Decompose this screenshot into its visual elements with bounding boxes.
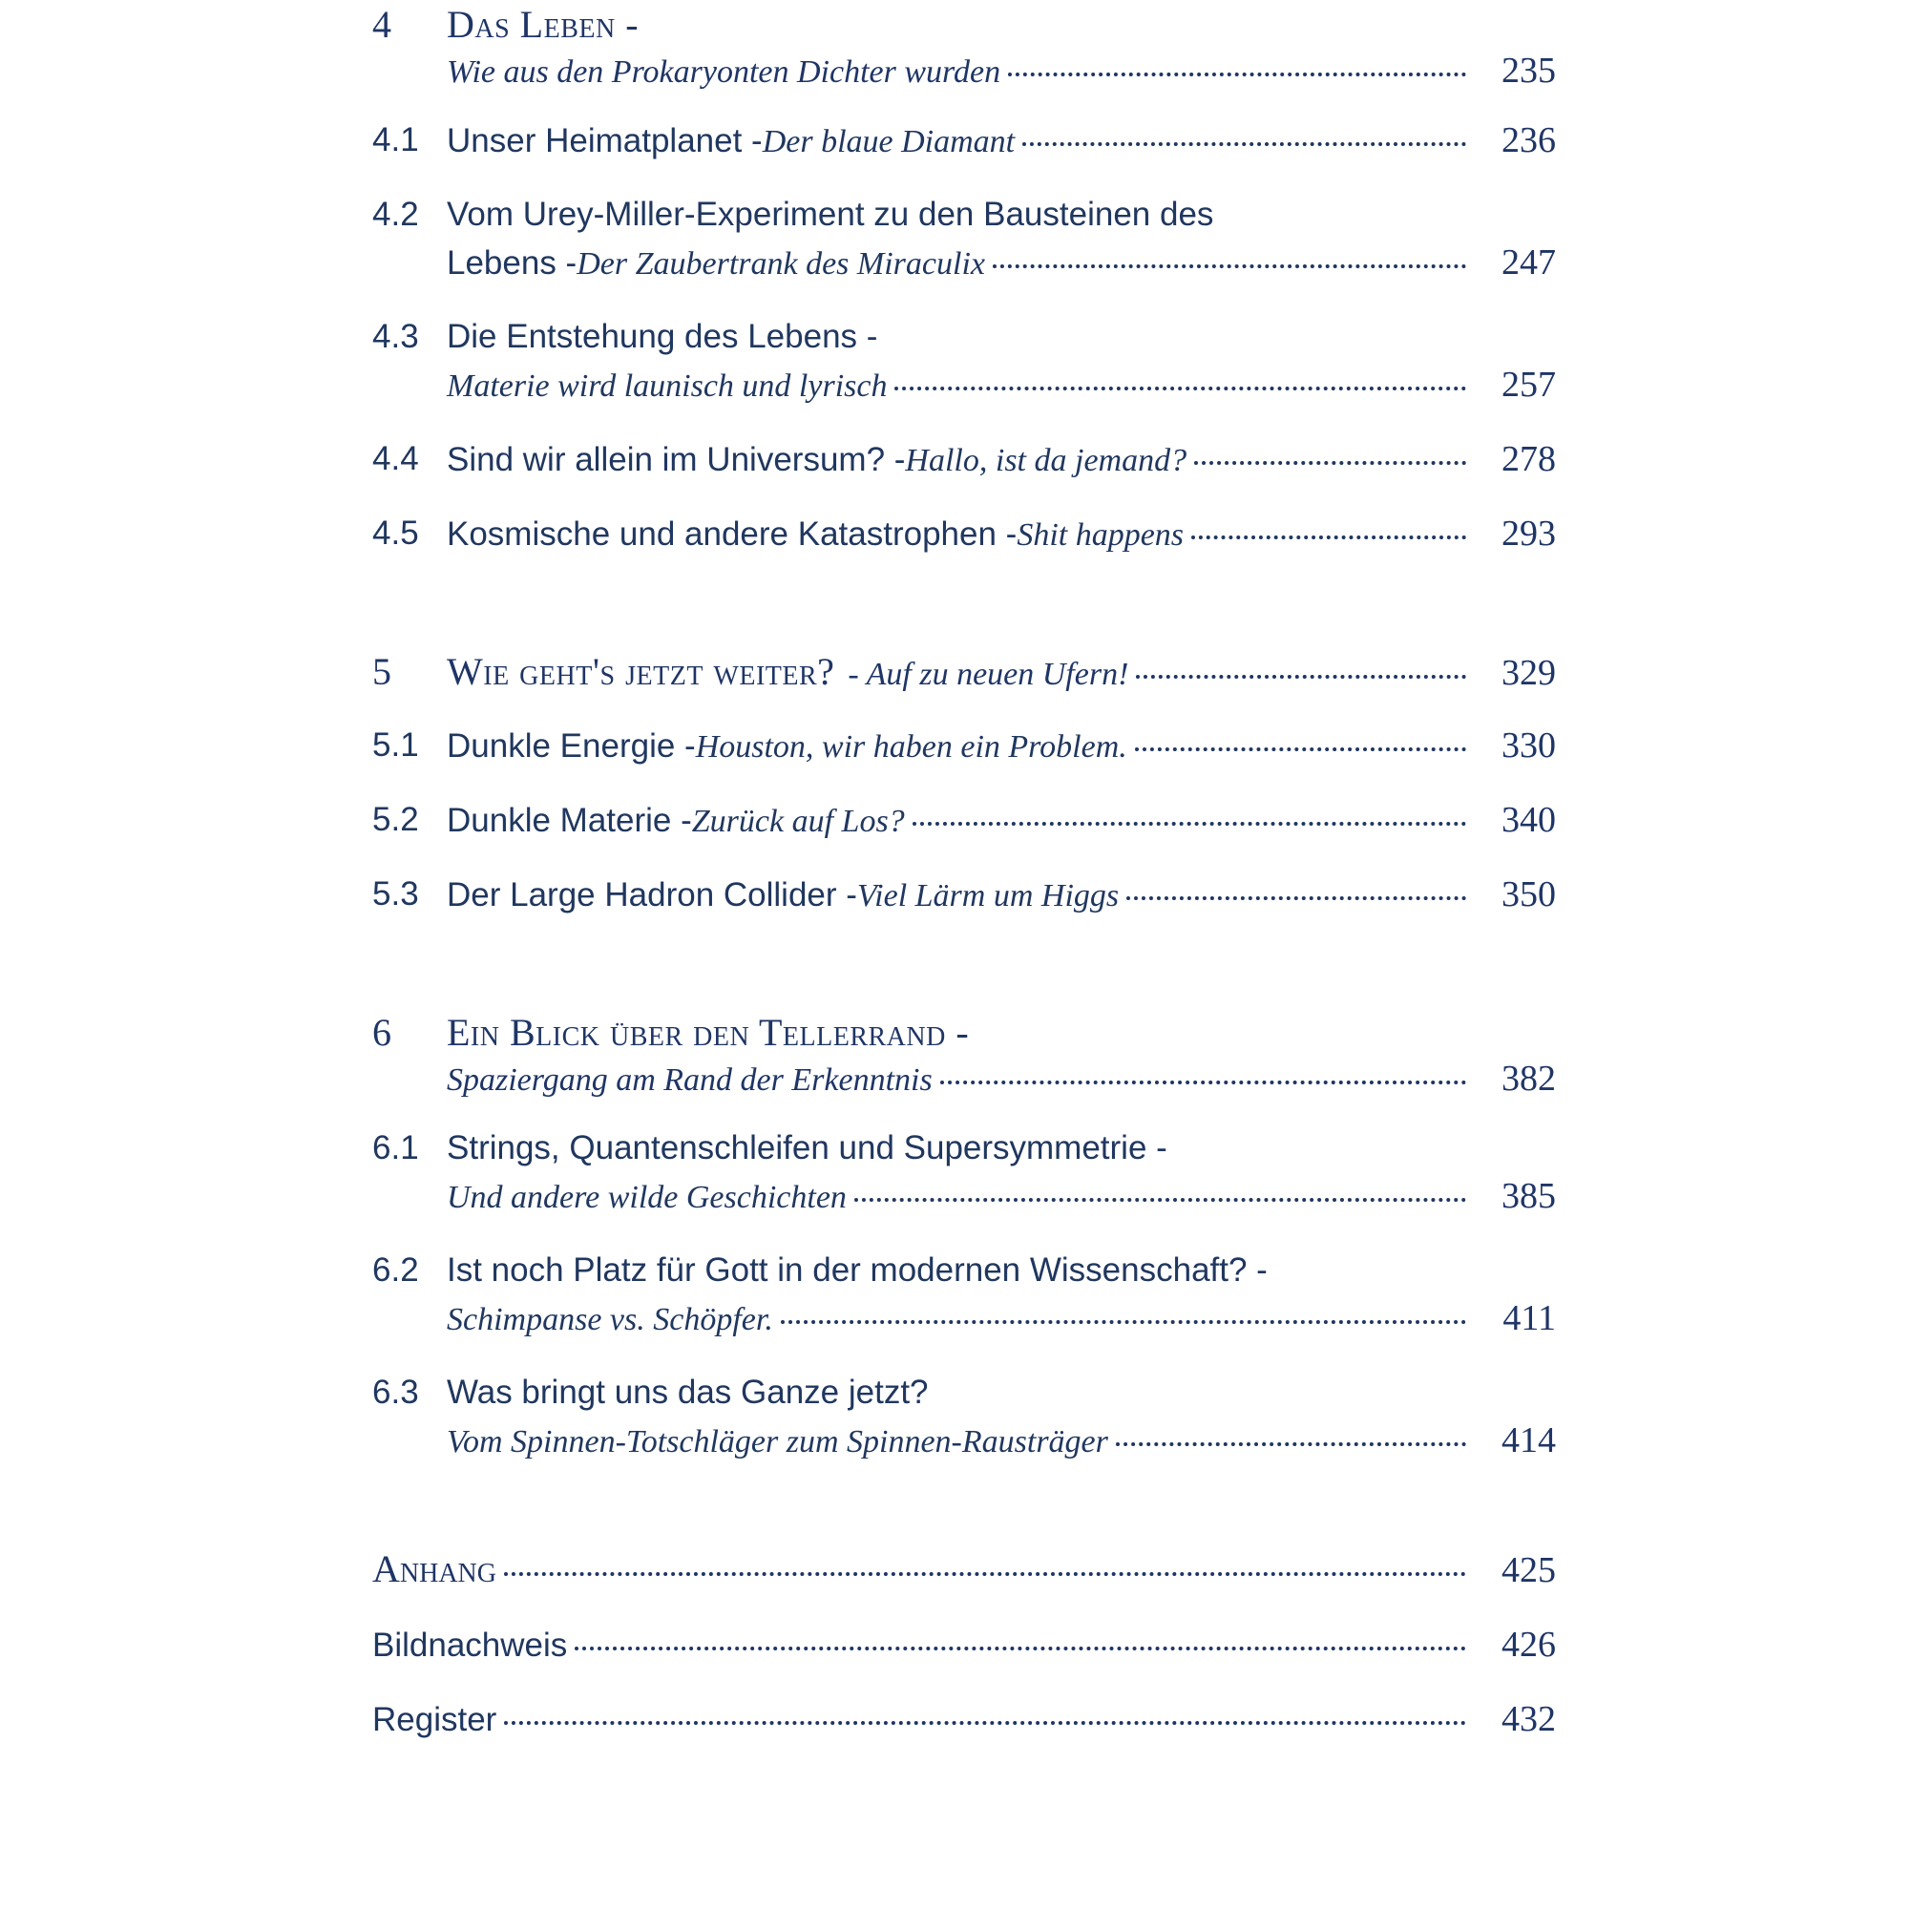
section-body — [447, 116, 1556, 166]
section-page-number: 411 — [1502, 1298, 1556, 1338]
section-line — [447, 435, 1556, 485]
section-line — [447, 1172, 1556, 1222]
section-body — [447, 796, 1556, 846]
section-body — [447, 510, 1556, 559]
chapter-group-4 — [372, 0, 1556, 559]
spacer — [372, 559, 1556, 647]
section-body — [447, 313, 1556, 410]
section-body — [447, 1369, 1556, 1466]
leader-dots — [504, 1721, 1466, 1725]
section-subtitle: Der blaue Diamant — [762, 124, 1016, 159]
chapter-number: 5 — [372, 650, 391, 693]
section-title: Dunkle Materie - — [447, 802, 692, 839]
appendix-item-label: Bildnachweis — [372, 1627, 568, 1664]
section-title-line1: Vom Urey-Miller-Experiment zu den Bausteinen des — [447, 196, 1214, 233]
section-title: Unser Heimatplanet - — [447, 122, 763, 159]
leader-dots — [1008, 73, 1466, 76]
section-title-line1: Strings, Quantenschleifen und Supersymmetrie - — [447, 1129, 1167, 1166]
section-line — [447, 871, 1556, 920]
section-title-line1: Ist noch Platz für Gott in der modernen Wissenschaft? - — [447, 1251, 1268, 1289]
section-title-line2: Lebens - — [447, 244, 578, 282]
chapter-heading-body — [447, 1008, 1556, 1100]
appendix-page-number: 425 — [1502, 1550, 1556, 1590]
leader-dots — [781, 1320, 1466, 1324]
leader-dots — [1116, 1442, 1466, 1446]
section-subtitle: Vom Spinnen-Totschläger zum Spinnen-Rausträger — [447, 1424, 1108, 1460]
section-line — [447, 796, 1556, 846]
appendix-item-page-number: 432 — [1502, 1699, 1556, 1739]
section-page-number: 278 — [1502, 439, 1556, 479]
leader-dots — [1126, 896, 1466, 900]
section-number: 4.3 — [372, 318, 419, 355]
section-number: 5.1 — [372, 726, 419, 764]
section-page-number: 247 — [1502, 242, 1556, 283]
chapter-subtitle-line — [447, 50, 1556, 92]
section-number: 4.5 — [372, 514, 419, 552]
section-title: Kosmische und andere Katastrophen - — [447, 515, 1018, 553]
appendix-item-register[interactable] — [372, 1698, 1556, 1740]
chapter-heading-body — [447, 647, 1556, 697]
chapter-title: Wie geht's jetzt weiter? — [447, 650, 835, 693]
leader-dots — [940, 1081, 1466, 1084]
section-number: 6.1 — [372, 1129, 419, 1166]
chapter-page-number: 235 — [1502, 51, 1556, 91]
section-line — [447, 1294, 1556, 1344]
appendix-item-bildnachweis[interactable] — [372, 1624, 1556, 1666]
section-title-line1: Die Entstehung des Lebens - — [447, 318, 878, 355]
section-subtitle: Zurück auf Los? — [691, 804, 905, 839]
section-6-1[interactable] — [372, 1124, 1556, 1222]
chapter-subtitle-line — [447, 1058, 1556, 1100]
section-line — [447, 361, 1556, 410]
section-4-4[interactable] — [372, 435, 1556, 485]
section-body — [447, 191, 1556, 288]
section-title: Sind wir allein im Universum? - — [447, 441, 906, 478]
chapter-subtitle: Spaziergang am Rand der Erkenntnis — [447, 1062, 933, 1098]
table-of-contents — [372, 0, 1556, 1773]
section-number: 4.1 — [372, 121, 419, 158]
section-number: 5.3 — [372, 875, 419, 913]
section-6-2[interactable] — [372, 1247, 1556, 1344]
section-title-line1: Was bringt uns das Ganze jetzt? — [447, 1374, 929, 1411]
section-number: 4.4 — [372, 440, 419, 477]
leader-dots — [1194, 461, 1466, 465]
leader-dots — [1136, 675, 1466, 679]
section-title: Der Large Hadron Collider - — [447, 876, 857, 914]
chapter-subtitle: Wie aus den Prokaryonten Dichter wurden — [447, 54, 1001, 90]
leader-dots — [1191, 536, 1466, 539]
section-number: 6.3 — [372, 1374, 419, 1411]
section-title: Dunkle Energie - — [447, 727, 696, 765]
section-line — [447, 116, 1556, 166]
section-body — [447, 1124, 1556, 1222]
section-number: 6.2 — [372, 1251, 419, 1289]
section-4-5[interactable] — [372, 510, 1556, 559]
leader-dots — [854, 1198, 1466, 1202]
section-subtitle: Houston, wir haben ein Problem. — [695, 729, 1127, 765]
section-page-number: 350 — [1502, 874, 1556, 914]
leader-dots — [894, 387, 1466, 390]
section-subtitle: Hallo, ist da jemand? — [905, 443, 1187, 478]
section-page-number: 257 — [1502, 365, 1556, 405]
chapter-title-line — [447, 647, 1556, 697]
leader-dots — [1022, 142, 1466, 146]
section-subtitle: Materie wird launisch und lyrisch — [447, 368, 888, 404]
chapter-title: Ein Blick über den Tellerrand - — [447, 1011, 970, 1054]
appendix-title: Anhang — [372, 1547, 496, 1590]
section-body — [447, 871, 1556, 920]
section-line — [447, 239, 1556, 288]
section-number: 5.2 — [372, 801, 419, 838]
section-body — [447, 435, 1556, 485]
appendix-block — [372, 1546, 1556, 1740]
chapter-group-5 — [372, 647, 1556, 920]
chapter-heading-6[interactable] — [372, 1008, 1556, 1100]
chapter-heading-5[interactable] — [372, 647, 1556, 697]
chapter-heading-4[interactable] — [372, 0, 1556, 92]
leader-dots — [993, 264, 1466, 268]
section-4-3[interactable] — [372, 313, 1556, 410]
leader-dots — [1135, 747, 1466, 751]
section-4-1[interactable] — [372, 116, 1556, 166]
appendix-title-row[interactable] — [372, 1546, 1556, 1591]
chapter-subtitle: - Auf zu neuen Ufern! — [848, 657, 1129, 692]
section-page-number: 340 — [1502, 800, 1556, 840]
section-page-number: 330 — [1502, 725, 1556, 766]
section-page-number: 414 — [1502, 1420, 1556, 1460]
section-4-2[interactable] — [372, 191, 1556, 288]
leader-dots — [504, 1572, 1466, 1576]
spacer — [372, 920, 1556, 1008]
section-line — [447, 510, 1556, 559]
appendix-item-page-number: 426 — [1502, 1625, 1556, 1665]
section-subtitle: Shit happens — [1017, 517, 1185, 553]
chapter-page-number: 329 — [1502, 653, 1556, 693]
chapter-group-6 — [372, 1008, 1556, 1466]
section-page-number: 236 — [1502, 120, 1556, 160]
section-page-number: 293 — [1502, 514, 1556, 554]
section-subtitle: Der Zaubertrank des Miraculix — [577, 246, 985, 282]
chapter-number: 6 — [372, 1011, 391, 1054]
section-subtitle: Schimpanse vs. Schöpfer. — [447, 1302, 773, 1337]
section-body — [447, 1247, 1556, 1344]
chapter-heading-body — [447, 0, 1556, 92]
section-5-1[interactable] — [372, 722, 1556, 771]
chapter-page-number: 382 — [1502, 1059, 1556, 1099]
section-6-3[interactable] — [372, 1369, 1556, 1466]
leader-dots — [575, 1647, 1466, 1650]
chapter-title: Das Leben - — [447, 3, 640, 46]
section-number: 4.2 — [372, 196, 419, 233]
chapter-number: 4 — [372, 3, 391, 46]
section-subtitle: Viel Lärm um Higgs — [856, 878, 1120, 914]
appendix-item-label: Register — [372, 1701, 497, 1738]
leader-dots — [913, 822, 1466, 826]
section-5-3[interactable] — [372, 871, 1556, 920]
section-subtitle: Und andere wilde Geschichten — [447, 1180, 847, 1215]
section-body — [447, 722, 1556, 771]
section-line — [447, 1417, 1556, 1466]
section-line — [447, 722, 1556, 771]
section-page-number: 385 — [1502, 1176, 1556, 1216]
section-5-2[interactable] — [372, 796, 1556, 846]
